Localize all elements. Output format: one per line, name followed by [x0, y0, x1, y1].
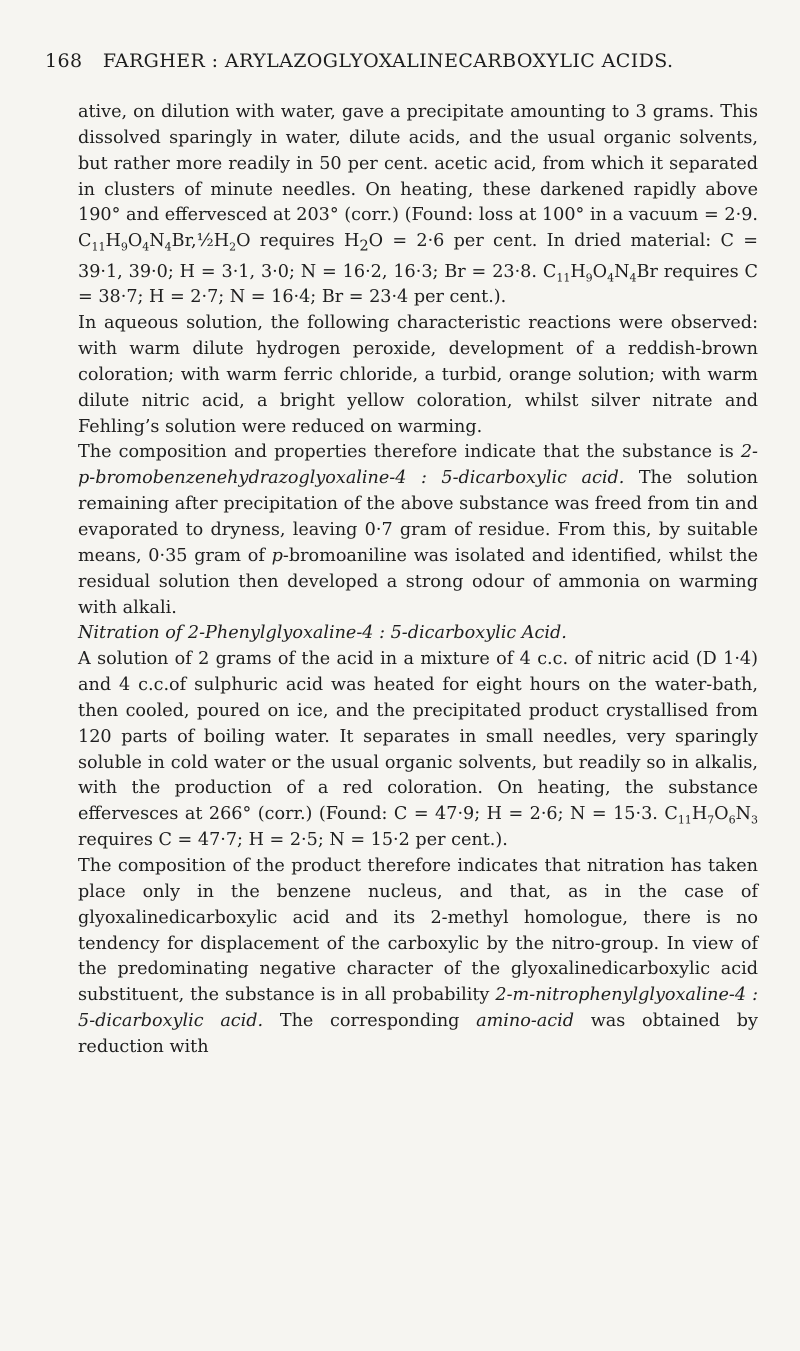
para1-text-d: requires C = 38·7; H = 2·7; N = 16·4; Br = 23·4 per cent.).	[78, 261, 758, 308]
water-sub: 2	[359, 237, 369, 255]
f3-o-sub: 6	[728, 813, 736, 827]
f3-n: N	[735, 804, 751, 825]
f2-n-sub: 4	[629, 271, 637, 285]
formula-nitro	[664, 804, 758, 827]
para4-text-a: A solution of 2 grams of the acid in a mixture of 4 c.c. of nitric acid (D 1·4) and 4 c.c.of sulphuric acid was heated for eight hours on the water-bath, then cooled, poured on ice, and the precipitated product crystallised from 120 parts of boiling water. It separates in small needles, very sparingly soluble in cold water or the usual organic solvents, but readily so in alkalis, with the production of a red coloration. On heating, the substance effervesces at 266° (corr.) (Found: C = 47·9; H = 2·6; N = 15·3.	[78, 649, 758, 825]
f3-h-sub: 7	[707, 813, 715, 827]
f3-c-sub: 11	[677, 813, 692, 827]
f1-c: C	[78, 231, 92, 252]
f1-c-sub: 11	[91, 240, 106, 254]
para5-text-a: The composition of the product therefore indicates that nitration has taken place only in the benzene nucleus, and that, as in the case of glyoxalinedicarboxylic acid and its 2-methyl homologue, there is no tendency for displacement of the carboxylic by the nitro-group. In view of the predominating negative character of the glyoxalinedicarboxylic acid substituent, the substance is in all probability	[78, 855, 758, 1006]
f2-c-sub: 11	[556, 271, 571, 285]
running-title: FARGHER : ARYLAZOGLYOXALINECARBOXYLIC ACIDS.	[102, 50, 674, 72]
para1-text-c: O = 2·6 per cent. In dried material: C = 39·1, 39·0; H = 3·1, 3·0; N = 16·2, 16·3; Br = 23·8.	[78, 231, 758, 282]
para-prefix: p	[271, 545, 283, 566]
f3-n-sub: 3	[751, 813, 758, 827]
f3-c: C	[664, 804, 678, 825]
para1-text-b: O requires H	[236, 231, 360, 252]
f2-h-sub: 9	[585, 271, 593, 285]
para1-text-a: ative, on dilution with water, gave a precipitate amounting to 3 grams. This dissolved sparingly in water, dilute acids, and the usual organic solvents, but rather more readily in 50 per cent. acetic acid, from which it separated in clusters of minute needles. On heating, these darkened rapidly above 190° and effervesced at 203° (corr.) (Found: loss at 100° in a vacuum = 2·9.	[78, 102, 758, 226]
para3-text-c: -bromoaniline was isolated and identified, whilst the residual solution then developed a strong odour of ammonia on warming with alkali.	[78, 545, 758, 618]
f1-o: O	[127, 231, 143, 252]
f2-rest: Br	[636, 261, 658, 282]
f2-h: H	[570, 261, 586, 282]
f1-h: H	[105, 231, 121, 252]
f2-o-sub: 4	[607, 271, 615, 285]
para4-text-b: requires C = 47·7; H = 2·5; N = 15·2 per cent.).	[78, 830, 508, 851]
compound-name-2: 2-m-nitrophenylglyoxaline-4 : 5-dicarboxylic acid.	[78, 985, 758, 1032]
paragraph-1	[78, 100, 758, 311]
f2-n: N	[614, 261, 630, 282]
paragraph-3	[78, 440, 758, 621]
para5-text-b: The corresponding	[263, 1011, 477, 1032]
f1-rest: Br,½H	[171, 231, 230, 252]
f1-n-sub: 4	[164, 240, 172, 254]
amino-acid-term: amino-acid	[476, 1011, 575, 1032]
body-text	[78, 100, 758, 1061]
formula-anhydrous	[542, 261, 658, 285]
compound-name-1: 2-p-bromobenzenehydrazoglyoxaline-4 : 5-dicarboxylic acid.	[78, 442, 758, 489]
f2-o: O	[592, 261, 608, 282]
para5-text-c: was obtained by reduction with	[78, 1011, 758, 1057]
para3-text-a: The composition and properties therefore indicate that the substance is	[78, 442, 741, 463]
para3-text-b: The solution remaining after precipitation of the above substance was freed from tin and evaporated to dryness, leaving 0·7 gram of residue. From this, by suitable means, 0·35 gram of	[78, 468, 758, 566]
page-number: 168	[45, 50, 83, 72]
f3-h: H	[691, 804, 708, 825]
paragraph-2: In aqueous solution, the following characteristic reactions were observed: with warm dilute hydrogen peroxide, development of a reddish-brown coloration; with warm ferric chloride, a turbid, orange solution; with warm dilute nitric acid, a bright yellow coloration, whilst silver nitrate and Fehling’s solution were reduced on warming.	[78, 313, 758, 437]
paragraph-5	[78, 854, 758, 1061]
f2-c: C	[542, 261, 557, 282]
section-heading: Nitration of 2-Phenylglyoxaline-4 : 5-dicarboxylic Acid.	[78, 623, 567, 644]
f1-h2o-sub: 2	[229, 240, 237, 254]
f3-o: O	[714, 804, 729, 825]
f1-h-sub: 9	[120, 240, 128, 254]
f1-n: N	[149, 231, 165, 252]
running-header	[45, 50, 760, 72]
paragraph-4	[78, 647, 758, 854]
f1-o-sub: 4	[142, 240, 150, 254]
formula-hydrate	[78, 231, 237, 254]
